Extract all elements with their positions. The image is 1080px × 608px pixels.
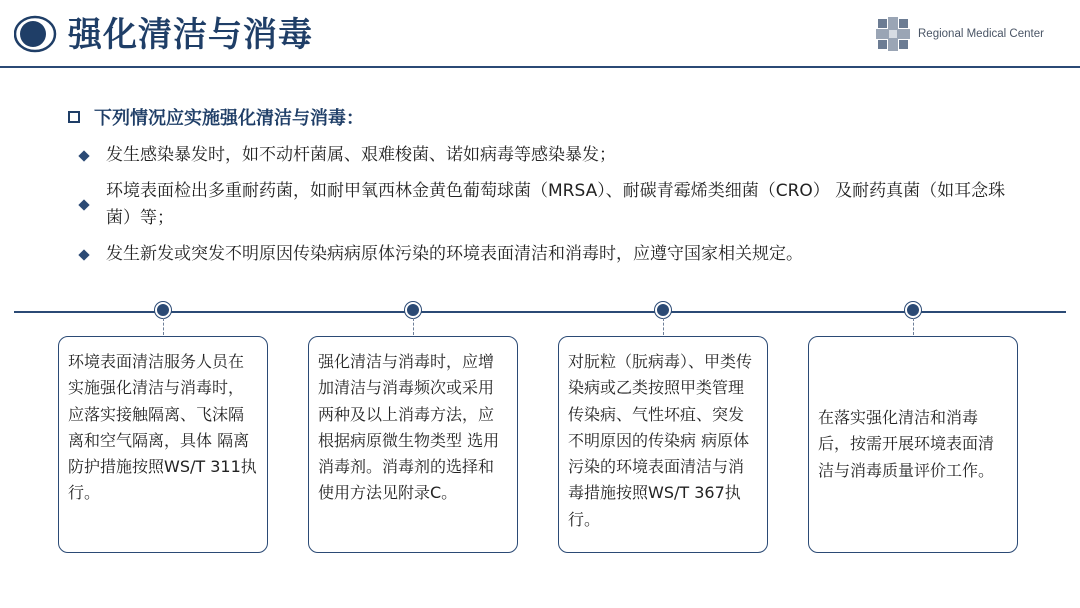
timeline-dot: [405, 302, 421, 318]
intro-heading: [68, 104, 364, 130]
card-text: 对朊粒（朊病毒）、甲类传染病或乙类按照甲类管理传染病、气性坏疽、突发不明原因的传染病 病原体污染的环境表面清洁与消毒措施按照WS/T 367执行。: [568, 352, 753, 529]
card-text: 强化清洁与消毒时，应增加清洁与消毒频次或采用两种及以上消毒方法，应根据病原微生物类型 选用消毒剂。消毒剂的选择和使用方法见附录C。: [318, 352, 500, 503]
diamond-bullet-icon: [78, 199, 89, 210]
page-title: 强化清洁与消毒: [68, 15, 313, 55]
square-outline-icon: [68, 111, 80, 123]
list-item: [78, 142, 1028, 169]
timeline-connector: [163, 318, 164, 335]
timeline-dot: [155, 302, 171, 318]
timeline-connector: [663, 318, 664, 335]
diamond-bullet-icon: [78, 249, 89, 260]
diamond-bullet-icon: [78, 150, 89, 161]
brand-name: Regional Medical Center: [918, 28, 1044, 40]
list-item: [78, 241, 1028, 268]
intro-heading-text: 下列情况应实施强化清洁与消毒：: [94, 108, 364, 129]
header-divider: [0, 66, 1080, 68]
bullet-text: 环境表面检出多重耐药菌，如耐甲氧西林金黄色葡萄球菌（MRSA）、耐碳青霉烯类细菌（CRO） 及耐药真菌（如耳念珠菌）等；: [106, 181, 1006, 228]
timeline-dot: [905, 302, 921, 318]
card-text: 环境表面清洁服务人员在实施强化清洁与消毒时，应落实接触隔离、飞沫隔离和空气隔离，具体 隔离防护措施按照WS/T 311执行。: [68, 352, 257, 503]
info-card-frequency: [308, 336, 518, 553]
timeline-connector: [413, 318, 414, 335]
info-card-evaluation: [808, 336, 1018, 553]
info-card-prion: [558, 336, 768, 553]
timeline-dot: [655, 302, 671, 318]
brand: [876, 16, 1044, 52]
card-text: 在落实强化清洁和消毒后，按需开展环境表面清洁与消毒质量评价工作。: [818, 408, 995, 480]
list-item: [78, 178, 1028, 232]
bullet-list: [78, 142, 1028, 277]
medical-cross-logo-icon: [876, 17, 910, 51]
timeline-connector: [913, 318, 914, 335]
bullet-text: 发生感染暴发时，如不动杆菌属、艰难梭菌、诺如病毒等感染暴发；: [106, 145, 616, 165]
info-card-isolation: [58, 336, 268, 553]
circle-logo-icon: [14, 15, 58, 53]
bullet-text: 发生新发或突发不明原因传染病病原体污染的环境表面清洁和消毒时，应遵守国家相关规定。: [106, 244, 803, 264]
